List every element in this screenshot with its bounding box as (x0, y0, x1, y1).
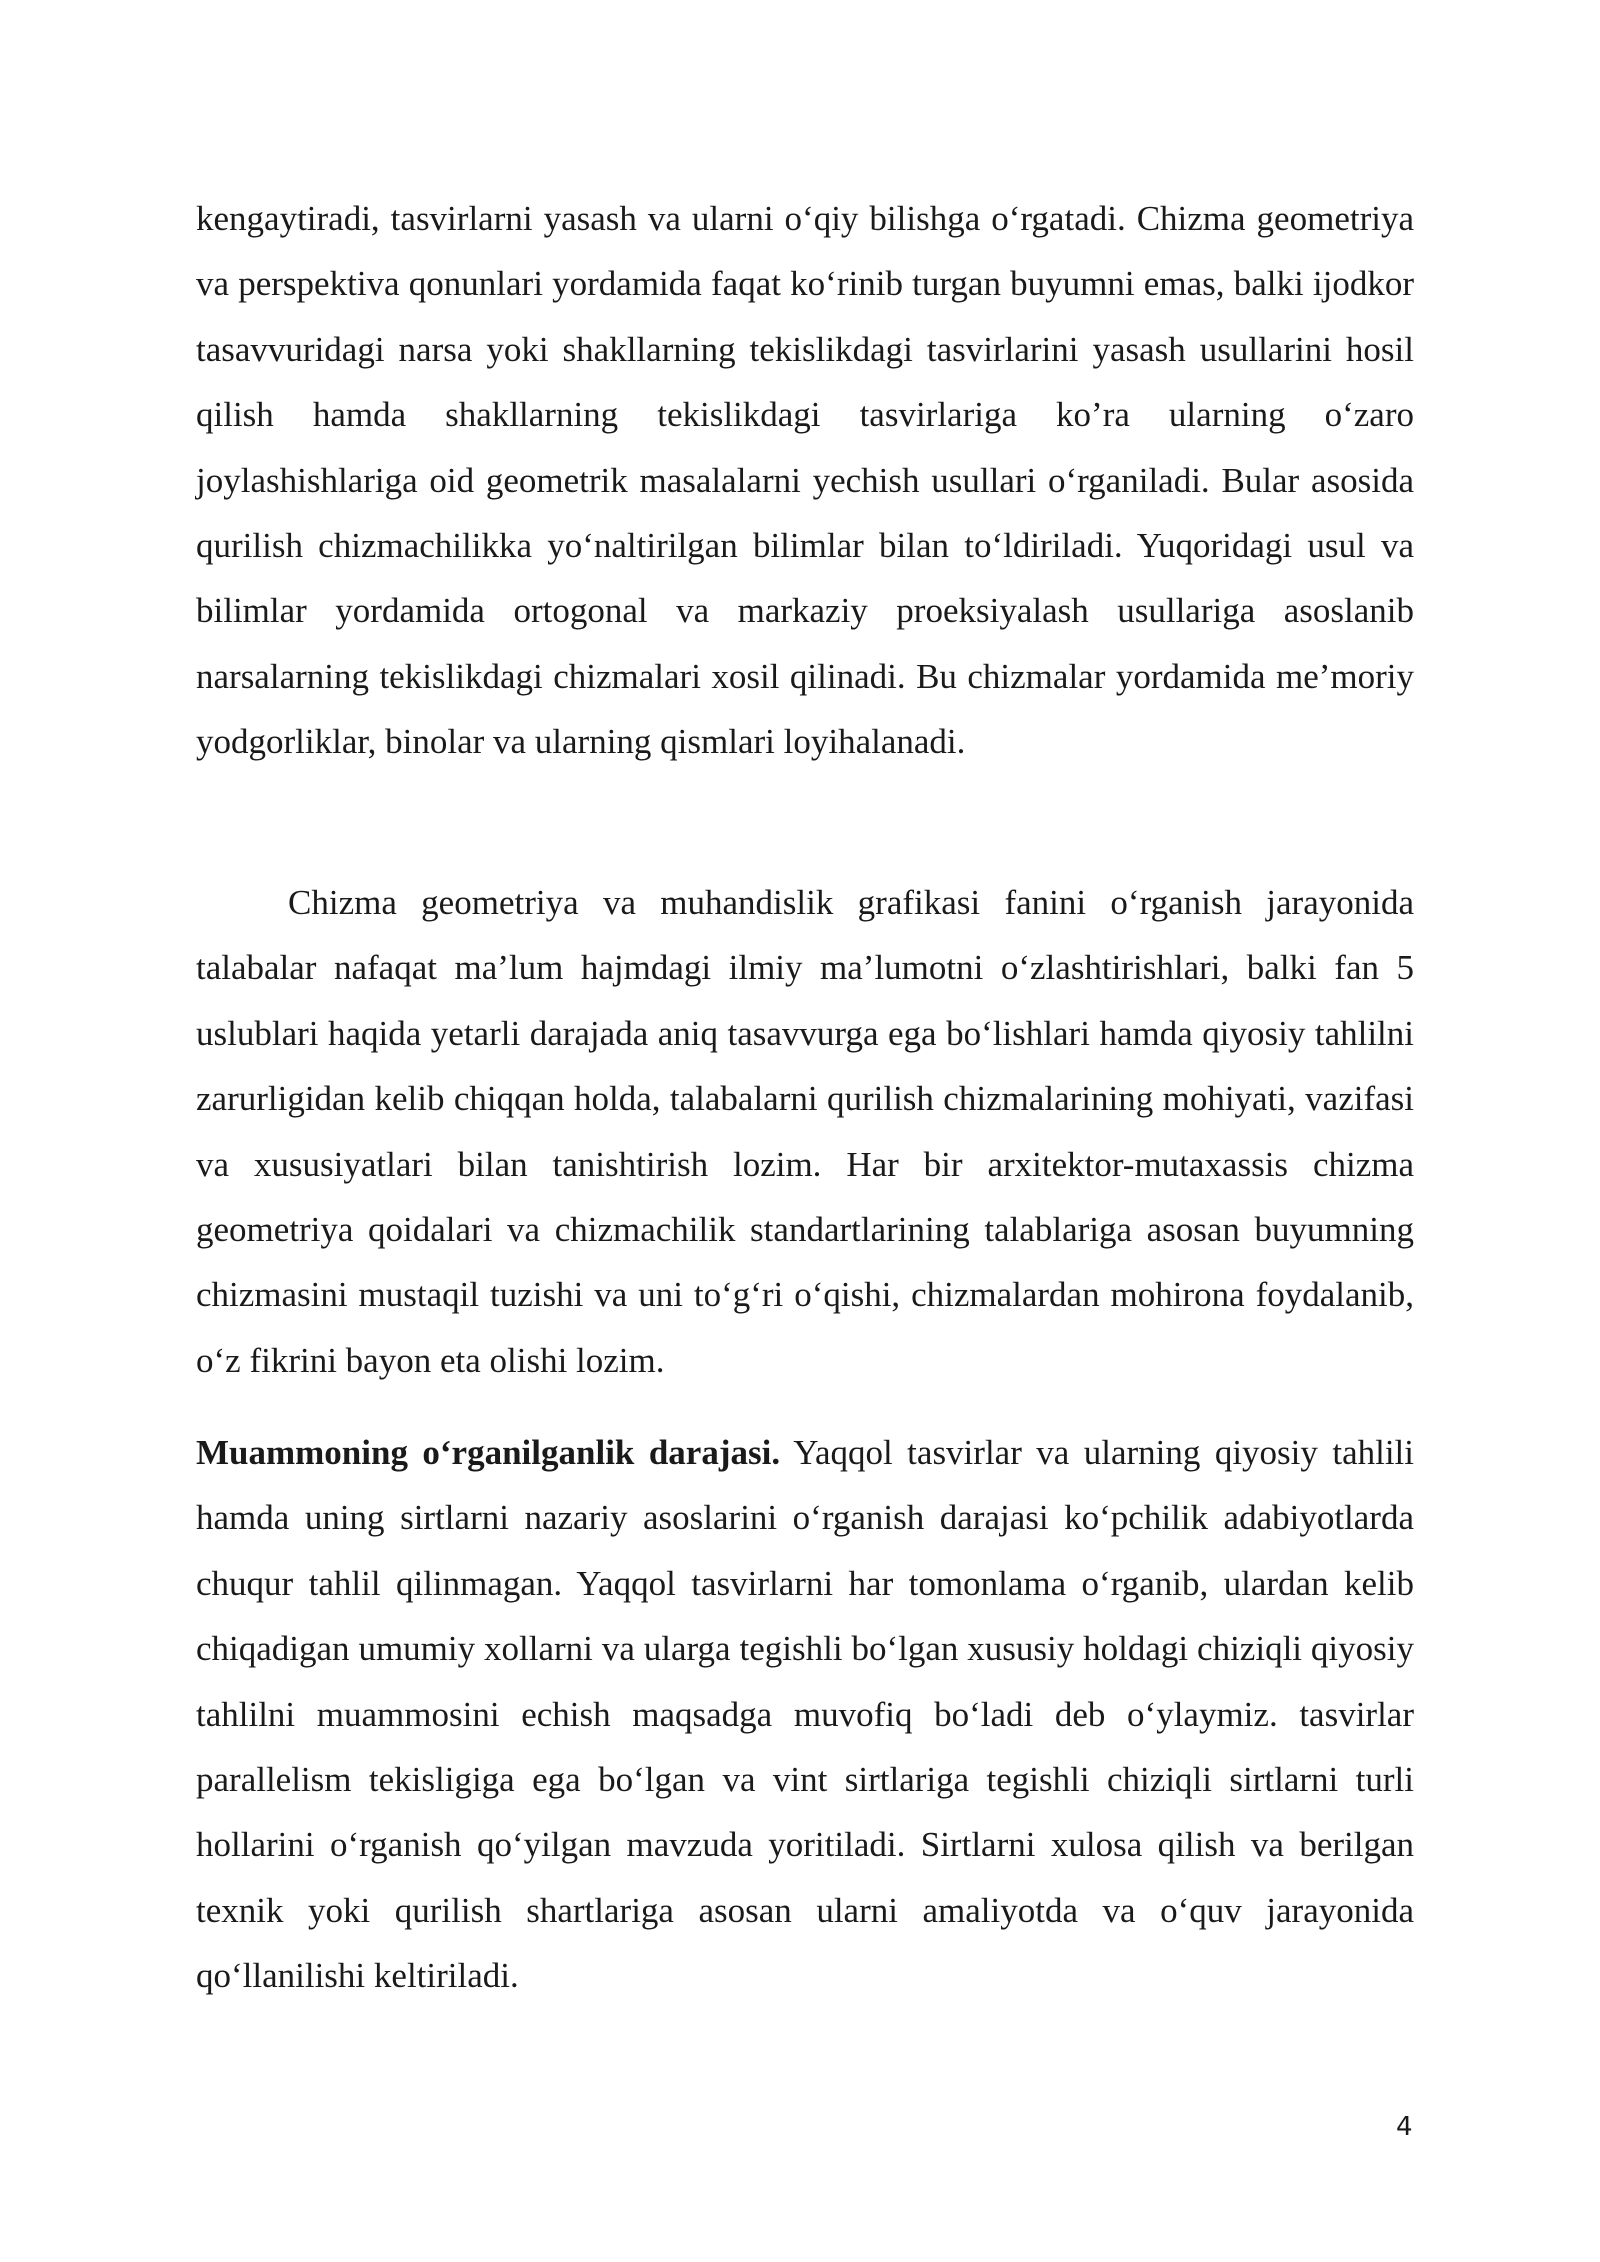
paragraph-intro: kengaytiradi, tasvirlarni yasash va ularni o‘qiy bilishga o‘rgatadi. Chizma geometriya va perspektiva qonunlari yordamida faqat ko‘rinib turgan buyumni emas, balki ijodkor tasavvuridagi narsa yoki shakllarning tekislikdagi tasvirlarini yasash usullarini hosil qilish hamda shakllarning tekislikdagi tasvirlariga ko’ra ularning o‘zaro joylashishlariga oid geometrik masalalarni yechish usullari o‘rganiladi. Bular asosida qurilish chizmachilikka yo‘naltirilgan bilimlar bilan to‘ldiriladi. Yuqoridagi usul va bilimlar yordamida ortogonal va markaziy proeksiyalash usullariga asoslanib narsalarning tekislikdagi chizmalari xosil qilinadi. Bu chizmalar yordamida me’moriy yodgorliklar, binolar va ularning qismlari loyihalanadi. (196, 199, 1414, 762)
paragraph-study-process: Chizma geometriya va muhandislik grafikasi fanini o‘rganish jarayonida talabalar nafaqat ma’lum hajmdagi ilmiy ma’lumotni o‘zlashtirishlari, balki fan 5 uslublari haqida yetarli darajada aniq tasavvurga ega bo‘lishlari hamda qiyosiy tahlilni zarurligidan kelib chiqqan holda, talabalarni qurilish chizmalarining mohiyati, vazifasi va xususiyatlari bilan tanishtirish lozim. Har bir arxitektor-mutaxassis chizma geometriya qoidalari va chizmachilik standartlarining talablariga asosan buyumning chizmasini mustaqil tuzishi va uni to‘g‘ri o‘qishi, chizmalardan mohirona foydalanib, o‘z fikrini bayon eta olishi lozim. (196, 883, 1414, 1380)
paragraph-body: Yaqqol tasvirlar va ularning qiyosiy tahlili hamda uning sirtlarni nazariy asoslarini o‘rganish darajasi ko‘pchilik adabiyotlarda chuqur tahlil qilinmagan. Yaqqol tasvirlarni har tomonlama o‘rganib, ulardan kelib chiqadigan umumiy xollarni va ularga tegishli bo‘lgan xususiy holdagi chiziqli qiyosiy tahlilni muammosini echish maqsadga muvofiq bo‘ladi deb o‘ylaymiz. tasvirlar parallelism tekisligiga ega bo‘lgan va vint sirtlariga tegishli chiziqli sirtlarni turli hollarini o‘rganish qo‘yilgan mavzuda yoritiladi. Sirtlarni xulosa qilish va berilgan texnik yoki qurilish shartlariga asosan ularni amaliyotda va o‘quv jarayonida qo‘llanilishi keltiriladi. (196, 1433, 1414, 1996)
page-number: 4 (1396, 2112, 1413, 2142)
paragraph-heading: Muammoning o‘rganilganlik darajasi. (196, 1433, 781, 1472)
paragraph-research-status (196, 1420, 1414, 2009)
